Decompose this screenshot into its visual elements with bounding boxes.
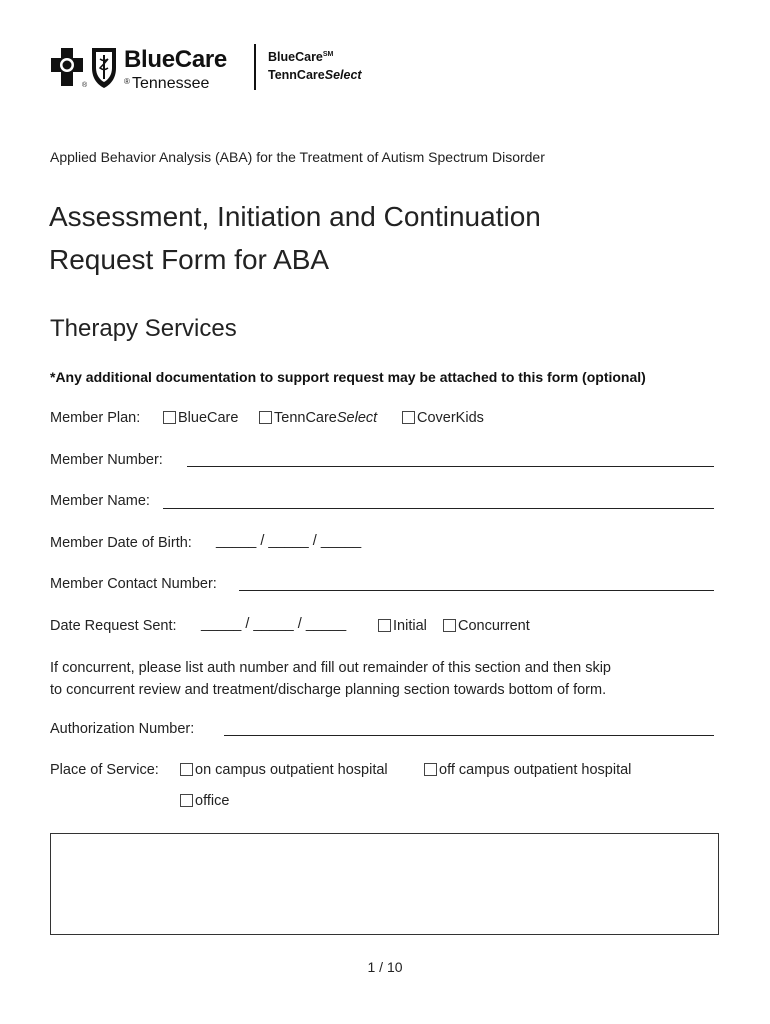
page-title-line-1: Assessment, Initiation and Continuation — [49, 201, 541, 232]
member-plan-label: Member Plan: — [50, 410, 141, 426]
dob-year-blank[interactable]: _____ — [320, 533, 362, 549]
registered-mark-2: ® — [124, 77, 130, 86]
dob-field[interactable] — [216, 533, 361, 549]
request-type-option-initial[interactable]: Initial — [378, 618, 427, 634]
header-logo — [50, 42, 380, 94]
blue-cross-icon — [51, 48, 83, 86]
checkbox-coverkids[interactable] — [402, 411, 415, 424]
page-indicator: 1 / 10 — [367, 959, 403, 975]
header-divider — [254, 44, 256, 90]
member-name-field[interactable] — [163, 508, 714, 509]
date-request-separator-1: / — [245, 616, 250, 632]
checkbox-tenncareselect[interactable] — [259, 411, 272, 424]
blue-shield-icon — [92, 48, 116, 88]
document-subtitle: Applied Behavior Analysis (ABA) for the Treatment of Autism Spectrum Disorder — [50, 149, 545, 165]
dob-month-blank[interactable]: _____ — [216, 533, 257, 549]
place-option-office[interactable]: office — [180, 793, 229, 809]
date-request-separator-2: / — [297, 616, 302, 632]
member-plan-option-bluecare[interactable]: BlueCare — [163, 410, 238, 426]
member-plan-option-coverkids[interactable]: CoverKids — [402, 410, 484, 426]
dob-separator-1: / — [260, 533, 265, 549]
dob-day-blank[interactable]: _____ — [268, 533, 309, 549]
page-title — [49, 195, 541, 281]
checkbox-initial[interactable] — [378, 619, 391, 632]
page-title-line-2: Request Form for ABA — [49, 244, 330, 275]
brand-name: BlueCare — [124, 46, 227, 73]
checkbox-on-campus[interactable] — [180, 763, 193, 776]
member-plan-option-tenncareselect[interactable]: TennCareSelect — [259, 410, 377, 426]
member-name-label: Member Name: — [50, 493, 150, 509]
checkbox-bluecare[interactable] — [163, 411, 176, 424]
authorization-number-field[interactable] — [224, 735, 714, 736]
place-of-service-label: Place of Service: — [50, 762, 159, 778]
place-option-on-campus[interactable]: on campus outpatient hospital — [180, 762, 388, 778]
date-request-day-blank[interactable]: _____ — [253, 616, 294, 632]
member-number-label: Member Number: — [50, 452, 163, 468]
date-request-label: Date Request Sent: — [50, 618, 177, 634]
contact-number-field[interactable] — [239, 590, 714, 591]
authorization-number-label: Authorization Number: — [50, 721, 195, 737]
plan-name-bluecare: BlueCare℠ — [268, 50, 334, 64]
date-request-year-blank[interactable]: _____ — [305, 616, 347, 632]
notes-textbox[interactable] — [50, 833, 719, 935]
contact-number-label: Member Contact Number: — [50, 576, 217, 592]
section-title: Therapy Services — [50, 315, 237, 342]
checkbox-concurrent[interactable] — [443, 619, 456, 632]
dob-separator-2: / — [312, 533, 317, 549]
member-number-field[interactable] — [187, 466, 714, 467]
place-option-off-campus[interactable]: off campus outpatient hospital — [424, 762, 631, 778]
attachment-note: *Any additional documentation to support request may be attached to this form (optional) — [50, 369, 646, 385]
plan-name-tenncareselect: TennCareSelect — [268, 68, 362, 82]
date-request-field[interactable] — [201, 616, 346, 632]
checkbox-off-campus[interactable] — [424, 763, 437, 776]
checkbox-office[interactable] — [180, 794, 193, 807]
brand-state: Tennessee — [132, 75, 210, 92]
dob-label: Member Date of Birth: — [50, 535, 192, 551]
request-type-option-concurrent[interactable]: Concurrent — [443, 618, 530, 634]
date-request-month-blank[interactable]: _____ — [201, 616, 242, 632]
concurrent-instructions: If concurrent, please list auth number and fill out remainder of this section and then skip to concurrent review and treatment/discharge planning section towards bottom of form. — [50, 660, 611, 698]
registered-mark: ® — [82, 82, 88, 89]
